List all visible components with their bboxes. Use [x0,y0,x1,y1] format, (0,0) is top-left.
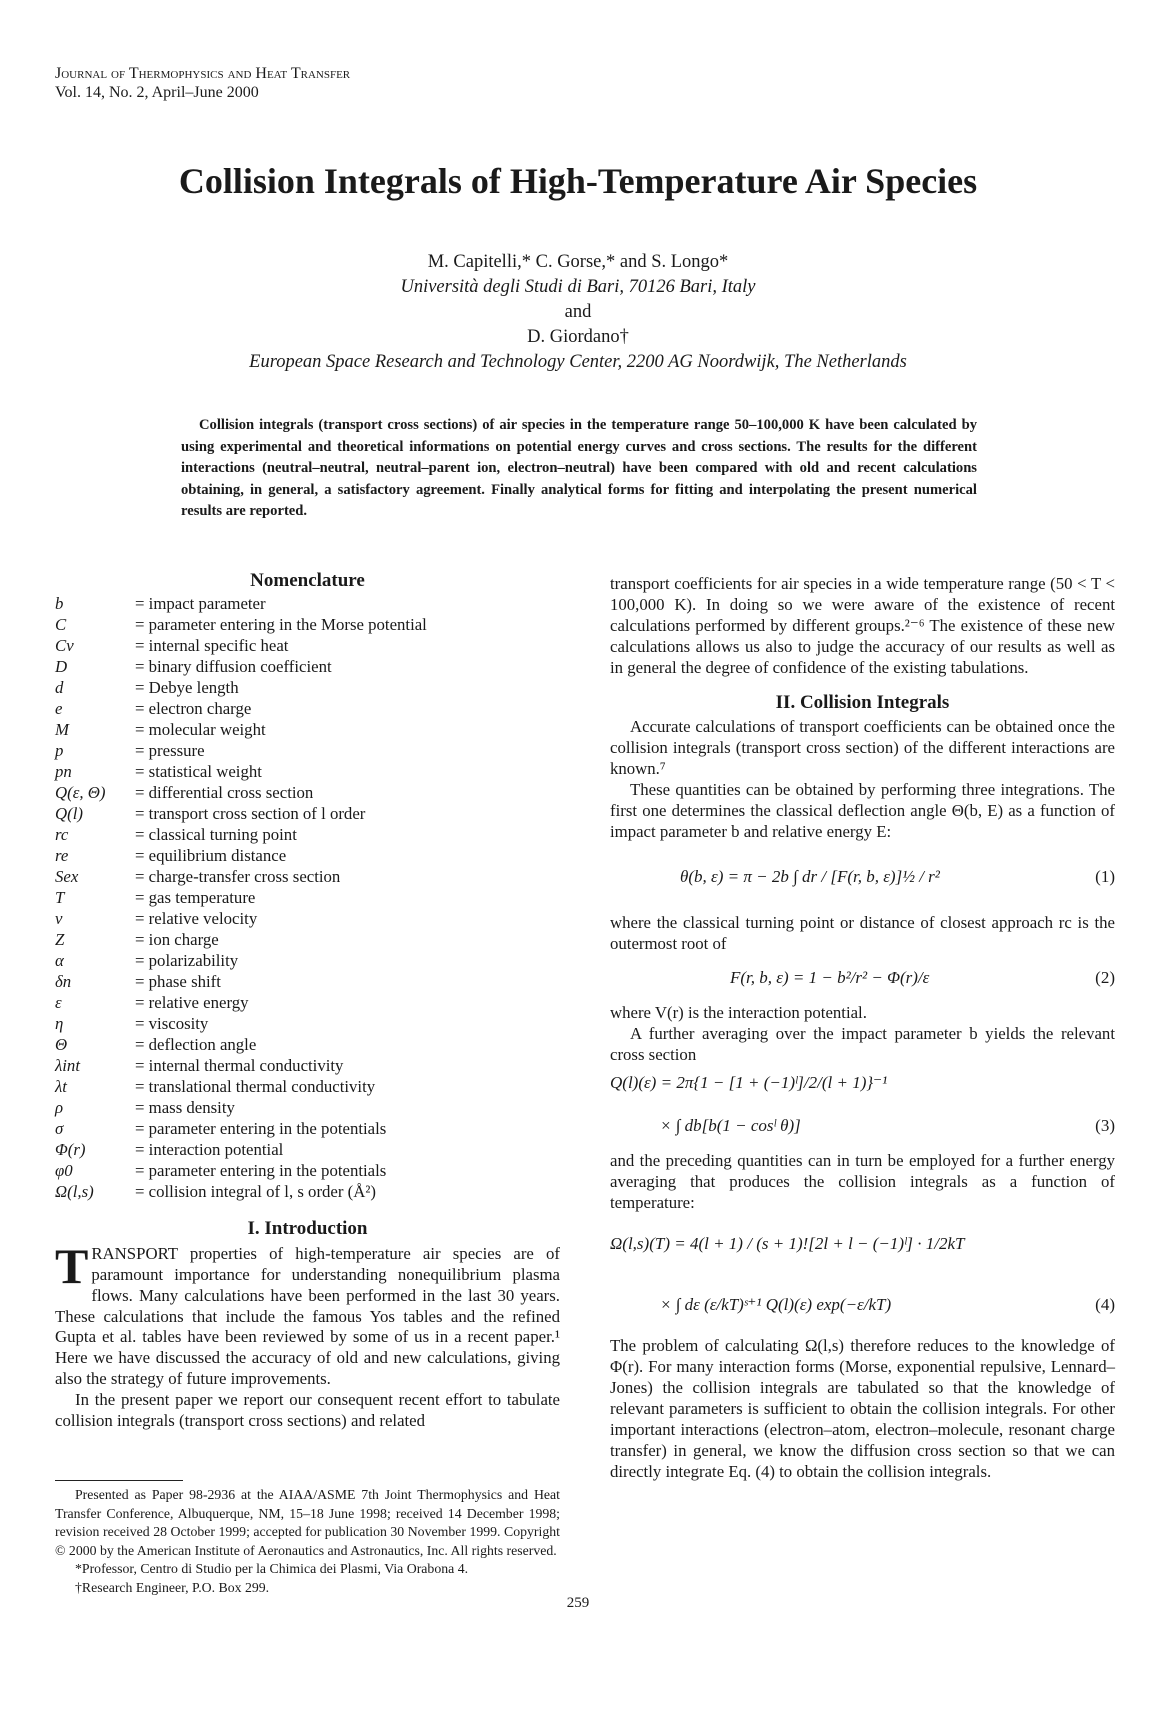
equation-3-line-1 [610,1065,1115,1101]
nomenclature-definition: = electron charge [135,698,252,718]
nomenclature-symbol: Z [55,929,65,949]
nomenclature-symbol: M [55,719,69,739]
nomenclature-row [55,720,560,741]
intro-heading: I. Introduction [247,1217,368,1239]
nomenclature-symbol: p [55,740,64,760]
nomenclature-definition: = parameter entering in the Morse potential [135,614,427,634]
nomenclature-definition: = charge-transfer cross section [135,866,341,886]
nomenclature-row [55,1161,560,1182]
nomenclature-row [55,678,560,699]
nomenclature-symbol: C [55,614,67,634]
nomenclature-row [55,1056,560,1077]
right-paragraph-5: and the preceding quantities can in turn be employed for a further energy averaging that produces the collision integrals as a function of temperature: [610,1151,1115,1213]
footnotes [55,1486,560,1597]
nomenclature-definition: = interaction potential [135,1139,284,1159]
nomenclature-symbol: α [55,950,64,970]
nomenclature-definition: = relative velocity [135,908,258,928]
nomenclature-symbol: λint [55,1055,80,1075]
nomenclature-definition: = equilibrium distance [135,845,287,865]
right-paragraph-3: where the classical turning point or distance of closest approach rc is the outermost root of [610,912,1115,953]
footnote-1: Presented as Paper 98-2936 at the AIAA/ASME 7th Joint Thermophysics and Heat Transfer Conference, Albuquerque, NM, 15–18 June 1998; received 14 December 1998; revision received 28 October 1999; accepted for publication 30 November 1999. Copyright © 2000 by the American Institute of Aeronautics and Astronautics, Inc. All rights reserved. [55,1487,560,1558]
nomenclature-row [55,1119,560,1140]
intro-p1-text: RANSPORT properties of high-temperature air species are of paramount importance for understanding nonequilibrium plasma flows. Many calculations have been performed in the last 30 years. These calculations that include the famous Yos tables and the refined Gupta et al. tables have been reviewed by some of us in a recent paper.¹ Here we have discussed the accuracy of old and new calculations, giving also the strategy of future improvements. [55,1243,560,1389]
right-paragraph-2: These quantities can be obtained by performing three integrations. The first one determines the classical deflection angle Θ(b, E) as a function of impact parameter b and relative energy E: [610,780,1115,841]
nomenclature-row [55,846,560,867]
nomenclature-row [55,972,560,993]
abstract: Collision integrals (transport cross sections) of air species in the temperature range 50–100,000 K have been calculated by using experimental and theoretical informations on potential energy curves and cross sections. The results for the different interactions (neutral–neutral, neutral–parent ion, electron–neutral) have been compared with old and recent calculations obtaining, in general, a satisfactory agreement. Finally analytical forms for fitting and interpolating the present numerical results are reported. [181,417,977,519]
right-paragraph-4b: A further averaging over the impact parameter b yields the relevant cross section [610,1023,1115,1064]
equation-4a-body: Ω(l,s)(T) = 4(l + 1) / (s + 1)![2l + l − (−1)ˡ] · 1/2kT [610,1233,965,1253]
nomenclature-symbol: φ0 [55,1160,73,1180]
nomenclature-symbol: e [55,698,63,718]
nomenclature-row [55,594,560,615]
nomenclature-definition: = Debye length [135,677,239,697]
equation-2-body: F(r, b, ε) = 1 − b²/r² − Φ(r)/ε [730,968,930,988]
nomenclature-symbol: Sex [55,866,79,886]
nomenclature-definition: = internal specific heat [135,635,289,655]
nomenclature-row [55,1077,560,1098]
nomenclature-definition: = deflection angle [135,1034,257,1054]
nomenclature-symbol: Q(ε, Θ) [55,782,106,802]
authors-line-1: M. Capitelli,* C. Gorse,* and S. Longo* [427,252,729,272]
nomenclature-definition: = phase shift [135,971,221,991]
page-number: 259 [566,1595,590,1611]
nomenclature-definition: = translational thermal conductivity [135,1076,376,1096]
nomenclature-symbol: ρ [55,1097,64,1117]
authors-line-2: D. Giordano† [527,327,629,347]
footnote-3: †Research Engineer, P.O. Box 299. [75,1579,270,1595]
nomenclature-row [55,867,560,888]
right-paragraph-6: The problem of calculating Ω(l,s) therefore reduces to the knowledge of Φ(r). For many interaction forms (Morse, exponential repulsive, Lennard–Jones) the collision integrals are tabulated so that the knowledge of relevant parameters is sufficient to obtain the collision integrals. For other important interactions (electron–atom, electron–molecule, resonant charge transfer) in general, we know the diffusion cross section so that we can directly integrate Eq. (4) to obtain the collision integrals. [610,1336,1115,1481]
nomenclature-row [55,783,560,804]
nomenclature-symbol: δn [55,971,72,991]
equation-1-number: (1) [1095,867,1115,887]
nomenclature-symbol: pn [55,761,72,781]
nomenclature-list [55,594,560,1203]
nomenclature-definition: = internal thermal conductivity [135,1055,344,1075]
nomenclature-definition: = pressure [135,740,205,760]
nomenclature-symbol: Cv [55,635,74,655]
nomenclature-row [55,741,560,762]
nomenclature-symbol: rc [55,824,69,844]
equation-3-number: (3) [1095,1115,1115,1135]
nomenclature-row [55,804,560,825]
nomenclature-definition: = differential cross section [135,782,314,802]
author-block [0,250,1156,375]
nomenclature-symbol: T [55,887,65,907]
nomenclature-definition: = polarizability [135,950,239,970]
nomenclature-definition: = ion charge [135,929,219,949]
intro-paragraph-2: In the present paper we report our consequent recent effort to tabulate collision integrals (transport cross sections) and related [55,1390,560,1431]
affiliation-2: European Space Research and Technology Center, 2200 AG Noordwijk, The Netherlands [249,352,907,372]
nomenclature-row [55,951,560,972]
equation-4-number: (4) [1095,1294,1115,1314]
equation-4b-body: × ∫ dε (ε/kT)ˢ⁺¹ Q(l)(ε) exp(−ε/kT) [660,1294,892,1314]
journal-header [55,64,350,102]
nomenclature-row [55,1140,560,1161]
nomenclature-row [55,888,560,909]
nomenclature-definition: = collision integral of l, s order (Å²) [135,1181,376,1201]
nomenclature-definition: = statistical weight [135,761,262,781]
right-paragraph-1: Accurate calculations of transport coefficients can be obtained once the collision integrals (transport cross section) of the different interactions are known.⁷ [610,717,1115,779]
dropcap: T [55,1237,89,1294]
footnote-rule [55,1480,183,1481]
nomenclature-symbol: Φ(r) [55,1139,86,1159]
nomenclature-row [55,1098,560,1119]
and-word: and [564,302,592,322]
equation-1 [610,843,1115,913]
intro-paragraph-1 [55,1237,560,1390]
nomenclature-symbol: v [55,908,63,928]
paper-title: Collision Integrals of High-Temperature Air Species [178,161,978,201]
nomenclature-row [55,909,560,930]
nomenclature-row [55,825,560,846]
equation-2-number: (2) [1095,968,1115,988]
nomenclature-row [55,993,560,1014]
nomenclature-heading: Nomenclature [250,570,365,591]
affiliation-1: Università degli Studi di Bari, 70126 Bari, Italy [400,277,756,297]
nomenclature-symbol: η [55,1013,64,1033]
nomenclature-symbol: re [55,845,69,865]
nomenclature-row [55,657,560,678]
nomenclature-symbol: ε [55,992,62,1012]
nomenclature-definition: = transport cross section of l order [135,803,366,823]
equation-4-line-2 [610,1274,1115,1336]
section-2-heading: II. Collision Integrals [775,691,950,713]
nomenclature-definition: = molecular weight [135,719,266,739]
nomenclature-definition: = parameter entering in the potentials [135,1118,387,1138]
equation-4-line-1 [610,1214,1115,1274]
nomenclature-definition: = parameter entering in the potentials [135,1160,387,1180]
right-paragraph-4a: where V(r) is the interaction potential. [610,1002,867,1022]
nomenclature-definition: = classical turning point [135,824,297,844]
nomenclature-symbol: Q(l) [55,803,83,823]
nomenclature-symbol: λt [55,1076,67,1096]
nomenclature-row [55,636,560,657]
nomenclature-definition: = binary diffusion coefficient [135,656,332,676]
nomenclature-definition: = viscosity [135,1013,209,1033]
equation-3a-body: Q(l)(ε) = 2π{1 − [1 + (−1)ˡ]/2/(l + 1)}⁻¹ [610,1072,888,1092]
nomenclature-definition: = impact parameter [135,593,266,613]
equation-2 [610,955,1115,1003]
right-column [610,574,1115,1482]
nomenclature-symbol: Θ [55,1034,68,1054]
nomenclature-row [55,762,560,783]
right-paragraph-0: transport coefficients for air species in a wide temperature range (50 < T < 100,000 K). In doing so we were aware of the existence of recent calculations performed by different groups.²⁻⁶ The existence of these new calculations allows us also to judge the accuracy of our results as well as in general the degree of confidence of the existing tabulations. [610,574,1115,677]
left-column [55,571,560,1432]
equation-3-line-2 [610,1101,1115,1151]
nomenclature-symbol: b [55,593,64,613]
nomenclature-symbol: σ [55,1118,64,1138]
equation-3b-body: × ∫ db[b(1 − cosˡ θ)] [660,1115,801,1135]
equation-1-body: θ(b, ε) = π − 2b ∫ dr / [F(r, b, ε)]½ / r² [680,867,940,887]
nomenclature-row [55,1035,560,1056]
journal-name: Journal of Thermophysics and Heat Transfer [55,65,351,82]
nomenclature-symbol: D [55,656,68,676]
nomenclature-row [55,699,560,720]
nomenclature-definition: = gas temperature [135,887,256,907]
nomenclature-definition: = mass density [135,1097,235,1117]
nomenclature-row [55,1182,560,1203]
nomenclature-row [55,615,560,636]
nomenclature-row [55,1014,560,1035]
journal-volume: Vol. 14, No. 2, April–June 2000 [55,84,259,101]
footnote-2: *Professor, Centro di Studio per la Chimica dei Plasmi, Via Orabona 4. [75,1561,469,1576]
nomenclature-symbol: d [55,677,64,697]
nomenclature-definition: = relative energy [135,992,249,1012]
nomenclature-symbol: Ω(l,s) [55,1181,94,1201]
nomenclature-row [55,930,560,951]
